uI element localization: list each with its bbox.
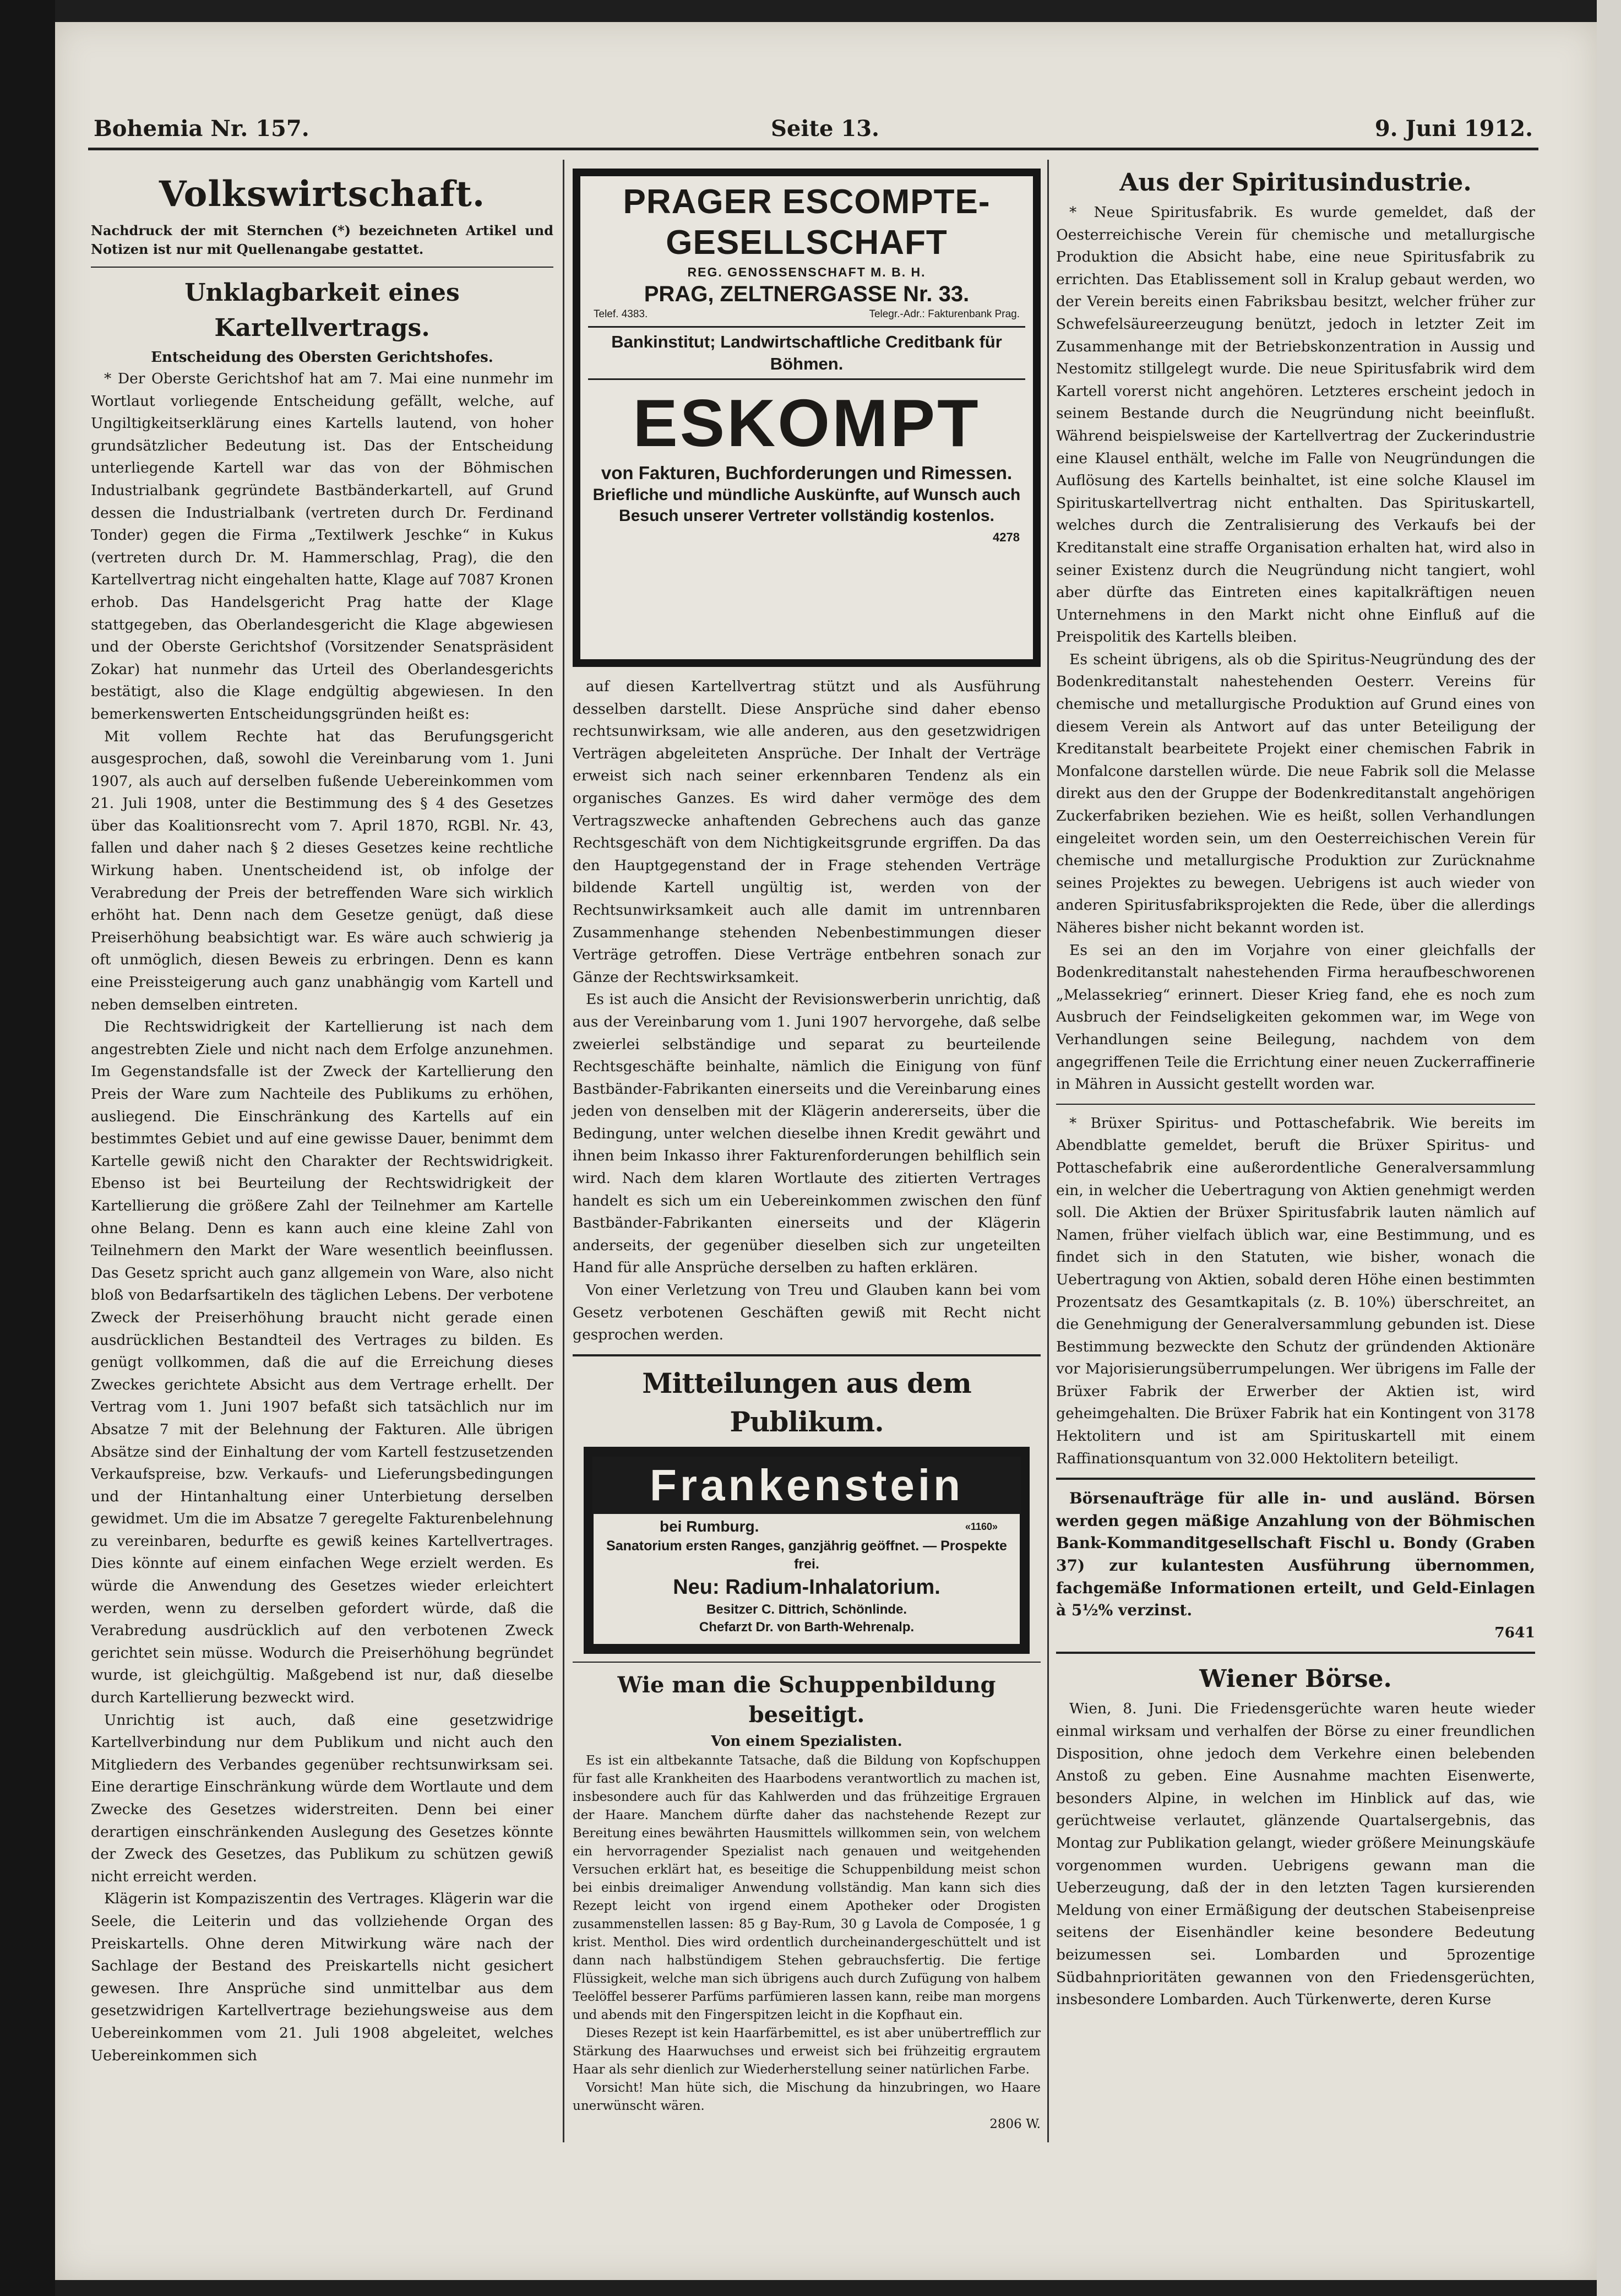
section-title-wiener-boerse: Wiener Börse. [1199, 1665, 1392, 1693]
article-paragraph: * Brüxer Spiritus- und Pottaschefabrik. Wie bereits im Abendblatte gemeldet, beruft die Brüxer Spiritus- und Pottaschefabrik eine außerordentliche Generalversammlung ein, in welcher die Uebertragung von Aktien genehmigt werden soll. Die Aktien der Brüxer Spiritusfabrik lauten nämlich auf Namen, früher vielfach üblich war, eine Bestimmung, und es findet sich in den Statuten, wie bisher, wonach die Uebertragung von Aktien, sobald deren Höhe einen bestimmten Prozentsatz des Gesamtkapitals (z. B. 10%) überschreitet, an die Genehmigung der Generalversammlung gebunden ist. Diese Bestimmung bezweckte den Schutz der gründenden Aktionäre vor Majorisierungsüberrumpelungen. Wer übrigens im Falle der Brüxer Fabrik der Erwerber der Aktien ist, wird geheimgehalten. Die Brüxer Fabrik hat ein Kontingent von 3178 Hektolitern und ist am Spirituskartell mit einem Raffinationsquantum von 32.000 Hektolitern beteiligt. [1056, 1114, 1535, 1467]
ad-contact-line [588, 307, 1025, 322]
advertisement-frankenstein [584, 1447, 1030, 1654]
ad-telephone: Telef. 4383. [594, 308, 648, 320]
ad-number: «1160» [965, 1521, 998, 1532]
article-title-schuppen: Wie man die Schuppenbildung beseitigt. [617, 1671, 996, 1728]
boerse-ad-number: 7641 [1494, 1624, 1535, 1641]
article-paragraph: Wien, 8. Juni. Die Friedensgerüchte waren heute wieder einmal wirksam und verhalfen der Börse zu einer freundlichen Disposition, ohne jedoch dem Verkehre einen belebenden Anstoß zu geben. Eine Ausnahme machten Eisenwerte, besonders Alpine, in welchen im Hinblick auf das, wie gerüchtweise verlautet, glänzende Quartalsergebnis, das Montag zur Publikation gelangt, wieder größere Meinungskäufe vorgenommen wurden. Uebrigens gewann man die Ueberzeugung, daß der in den letzten Tagen kursierenden Meldung von einer Ermäßigung der deutschen Stabeisenpreise seitens der Eisenhändler keine besondere Bedeutung beizumessen sei. Lombarden und 5prozentige Südbahnprioritäten gewannen von den Friedensgerüchten, insbesondere Lombarden. Auch Türkenwerte, deren Kurse [1056, 1700, 1535, 2009]
ad-address: PRAG, ZELTNERGASSE Nr. 33. [644, 282, 970, 306]
ad-number: 4278 [993, 530, 1020, 544]
ad-info: Briefliche und mündliche Auskünfte, auf Wunsch auch Besuch unserer Vertreter vollständig kostenlos. [592, 486, 1021, 525]
article-paragraph: * Neue Spiritusfabrik. Es wurde gemeldet, daß der Oesterreichische Verein für chemische und metallurgische Produktion die Absicht habe, eine neue Spiritusfabrik zu errichten. Das Etablissement soll in Kralup gebaut werden, wo der Verein bereits einen Fabriksbau besitzt, welcher früher zur Schwefelsäureerzeugung benützt, jedoch in letzter Zeit im Zusammenhange mit der Betriebskonzentration in Aussig und Nestomitz stillgelegt wurde. Die neue Spiritusfabrik wird dem Kartell vorerst nicht angehören. Letzteres erscheint jedoch in seinem Bestande durch die Neugründung nicht beeinflußt. Während beispielsweise der Kartellvertrag der Zuckerindustrie eine Klausel enthält, welche im Falle von Neugründungen die Auflösung des Kartells beinhaltet, ist eine solche Klausel im Spirituskartellvertrag nicht enthalten. Das Spirituskartell, welches durch die Zentralisierung des Verkaufs bei der Kreditanstalt eine straffe Organisation erhalten hat, wird also in seiner Existenz durch die Neugründung nicht tangiert, wohl aber dürfte das Eintreten eines kapitalkräftigen neuen Unternehmens in den Markt nicht ohne Einfluß auf die Preispolitik des Kartells bleiben. [1056, 204, 1535, 646]
divider [1056, 1104, 1535, 1105]
page-header [94, 116, 1533, 149]
article-number: 2806 W. [989, 2116, 1041, 2131]
scan-edge-right [1597, 0, 1621, 2296]
header-rule [88, 148, 1538, 150]
article-paragraph: Klägerin ist Kompaziszentin des Vertrages. Klägerin war die Seele, die Leiterin und das vollziehende Organ des Preiskartells. Ohne deren Mitwirkung wäre nach der Sachlage der Bestand des Preiskartells nicht gesichert gewesen. Ihre Ansprüche sind unmittelbar aus dem gesetzwidrigen Kartellvertrage beziehungsweise aus dem Uebereinkommen vom 21. Juli 1908 abgeleitet, welches Uebereinkommen sich [91, 1890, 553, 2064]
column-divider-2 [1047, 160, 1049, 2142]
section-title-publikum: Mitteilungen aus dem Publikum. [642, 1366, 971, 1438]
column-3 [1056, 165, 1535, 2011]
boerse-ad: Börsenaufträge für alle in- und ausländ. Börsen werden gegen mäßige Anzahlung von der Böhmischen Bank-Kommanditgesellschaft Fischl u. Bondy (Graben 37) zur kulantesten Ausführung übernommen, fachgemäße Informationen erteilt, und Geld-Einlagen à 5½% verzinst. [1056, 1489, 1535, 1620]
ad-registration: REG. GENOSSENSCHAFT M. B. H. [687, 265, 926, 279]
section-title-spiritus: Aus der Spiritusindustrie. [1119, 169, 1472, 197]
ad-company-name: PRAGER ESCOMPTE-GESELLSCHAFT [623, 183, 991, 262]
ad-place-row [594, 1514, 1020, 1537]
header-issue: Bohemia Nr. 157. [94, 116, 309, 142]
section-title-volkswirtschaft: Volkswirtschaft. [159, 173, 486, 215]
header-page-number: Seite 13. [771, 116, 879, 142]
article-paragraph: Es scheint übrigens, als ob die Spiritus-Neugründung des der Bodenkreditanstalt nahestehenden Oesterr. Vereins für chemische und metallurgische Produktion auf Grund eines von diesem Verein als Antwort auf das unter Beteiligung der Kreditanstalt bearbeitete Projekt einer chemischen Fabrik in Monfalcone darstellen würde. Die neue Fabrik soll die Melasse direkt aus den der Gruppe der Bodenkreditanstalt angehörigen Zuckerfabriken beziehen. Wie es heißt, sollen Verhandlungen eingeleitet worden sein, um den Oesterreichischen Verein für chemische und metallurgische Produktion zur Zurücknahme seines Projektes zu bewegen. Uebrigens ist auch wieder von anderen Spiritusfabriksprojekten die Rede, über die allerdings Näheres bisher nicht bekannt worden ist. [1056, 650, 1535, 936]
ad-sanatorium-line: Sanatorium ersten Ranges, ganzjährig geöffnet. — Prospekte frei. [606, 1538, 1007, 1572]
ad-radium-line: Neu: Radium-Inhalatorium. [673, 1575, 940, 1599]
article-paragraph: auf diesen Kartellvertrag stützt und als Ausführung desselben darstellt. Diese Ansprüche sind daher ebenso rechtsunwirksam, wie alle anderen, aus den gesetzwidrigen Verträgen abgeleiteten Ansprüche. Der Inhalt der Verträge erweist sich nach seiner erkennbaren Tendenz als ein organisches Ganzes. Es wird daher vermöge des dem Vertragszwecke anhaftenden Gebrechens auch das ganze Rechtsgeschäft von dem Nichtigkeitsgrunde ergriffen. Da das den Hauptgegenstand der in Frage stehenden Verträge bildende Kartell ungültig ist, werden von der Rechtsunwirksamkeit auch alle damit im untrennbaren Zusammenhange stehenden Nebenbestimmungen dieser Verträge getroffen. Diese Verträge entbehren sonach zur Gänze der Rechtswirksamkeit. [573, 678, 1041, 986]
reprint-note: Nachdruck der mit Sternchen (*) bezeichneten Artikel und Notizen ist nur mit Quellenangabe gestattet. [91, 222, 553, 257]
ad-bank-line: Bankinstitut; Landwirtschaftliche Creditbank für Böhmen. [588, 326, 1025, 380]
article-paragraph: Es ist ein altbekannte Tatsache, daß die Bildung von Kopfschuppen für fast alle Krankheiten des Haarbodens verantwortlich zu machen ist, insbesondere auch für das Kahlwerden und das frühzeitige Ergrauen der Haare. Manchem dürfte daher das nachstehende Rezept zur Bereitung eines bewährten Hausmittels willkommen sein, von welchem ein hervorragender Spezialist nach genauen und weitgehenden Versuchen erklärt hat, es beseitige die Schuppenbildung meist schon bei einbis dreimaliger Anwendung vollständig. Man kann sich dies Rezept leicht von irgend einem Apotheker oder Drogisten zusammenstellen lassen: 85 g Bay-Rum, 30 g Lavola de Composée, 1 g krist. Menthol. Dies wird ordentlich durcheinandergeschüttelt und ist dann nach halbstündigem Stehen gebrauchsfertig. Die fertige Flüssigkeit, welche man sich übrigens auch durch Zufügung von halbem Teelöffel besserer Parfüms parfümieren lassen kann, reibe man morgens und abends mit den Fingerspitzen leicht in die Kopfhaut ein. [573, 1753, 1041, 2022]
article-paragraph: Es ist auch die Ansicht der Revisionswerberin unrichtig, daß aus der Vereinbarung vom 1. Juni 1907 hervorgehe, daß selbe zweierlei selbständige und separat zu beurteilende Rechtsgeschäfte beinhalte, nämlich die Einigung von fünf Bastbänder-Fabrikanten einerseits und die Vereinbarung eines jeden von denselben mit der Klägerin andererseits, über die Bedingung, unter welchen dieselbe ihnen Kredit gewährt und ihnen beim Inkasso ihrer Fakturenforderungen behilflich sein wird. Nach dem klaren Wortlaute des zitierten Vertrages handelt es sich um ein Uebereinkommen zwischen den fünf Bastbänder-Fabrikanten einerseits und der Klägerin anderseits, der gegenüber dieselben sich zur ungeteilten Hand für alle Ansprüche derselben zu haften erklären. [573, 991, 1041, 1277]
article-title-kartellvertrag: Unklagbarkeit eines Kartellvertrags. [184, 279, 460, 342]
ad-headline-eskompt: ESKOMPT [633, 386, 981, 460]
article-paragraph: Unrichtig ist auch, daß eine gesetzwidrige Kartellverbindung nur dem Publikum und nicht auch den Mitgliedern des Verbandes gegenüber rechtsunwirksam sei. Eine derartige Einschränkung würde dem Wortlaute und dem Zwecke des Gesetzes widerstreiten. Denn bei einer derartigen einschränkenden Auslegung des Gesetzes könnte der Zweck des Gesetzes, das Publikum zu schützen gewiß nicht erreicht werden. [91, 1711, 553, 1885]
article-paragraph: Vorsicht! Man hüte sich, die Mischung da hinzubringen, wo Haare unerwünscht wären. [573, 2080, 1041, 2113]
header-date: 9. Juni 1912. [1374, 116, 1533, 142]
divider [1056, 1652, 1535, 1654]
ad-services: von Fakturen, Buchforderungen und Rimessen. [601, 463, 1013, 483]
ad-place: bei Rumburg. [660, 1517, 759, 1535]
ad-telegram-address: Telegr.-Adr.: Fakturenbank Prag. [869, 308, 1020, 320]
article-subtitle: Entscheidung des Obersten Gerichtshofes. [151, 349, 493, 366]
article-paragraph: Die Rechtswidrigkeit der Kartellierung ist nach dem angestrebten Ziele und nicht nach dem Erfolge anzunehmen. Im Gegenstandsfalle ist der Zweck der Kartellierung den Preis der Ware zum Nachteile des Publikums zu erhöhen, ausliegend. Die Einschränkung des Kartells auf ein bestimmtes Gebiet und auf eine gewisse Dauer, benimmt dem Kartelle gewiß nicht den Charakter der Rechtswidrigkeit. Ebenso ist bei Beurteilung der Rechtswidrigkeit der Kartellierung die größere Zahl der Teilnehmer am Kartelle ohne Belang. Denn es kann auch eine kleine Zahl von Teilnehmern den Markt der Ware wesentlich beeinflussen. Das Gesetz spricht auch ganz allgemein von Ware, also nicht bloß von Bedarfsartikeln des täglichen Lebens. Der verbotene Zweck der Preiserhöhung braucht nicht gerade einen ausdrücklichen Bestandteil des Vertrages zu bilden. Es genügt vollkommen, daß die auf die Erreichung dieses Zweckes gerichtete Absicht aus dem Vertrage erhellt. Der Vertrag vom 1. Juni 1907 befaßt sich tatsächlich nur im Absatze 7 mit der Belehnung der Fakturen. Alle übrigen Absätze sind der Einhaltung der vom Kartell festzusetzenden Verkaufspreise, bzw. Verkaufs- und Lieferungsbedingungen und der Hintanhaltung einer Unterbietung derselben gewidmet. Um die im Absatze 7 geregelte Fakturenbelehnung zu vereinbaren, bedurfte es gewiß keines Kartellvertrages. Dies könnte auf einem einfachen Wege erzielt werden. Es würde die Anwendung des Gesetzes wieder erleichtert werden, wenn zu derselben gefordert würde, daß die Verabredung ausdrücklich auf den verbotenen Zweck gerichtet sein müsse. Wodurch die Preiserhöhung begründet wurde, ist gleichgültig. Maßgebend ist nur, daß dieselbe durch Kartellierung bezweckt wird. [91, 1018, 553, 1707]
ad-frankenstein-name: Frankenstein [592, 1457, 1021, 1514]
ad-owner: Besitzer C. Dittrich, Schönlinde. [706, 1602, 907, 1617]
divider [573, 1662, 1041, 1663]
article-paragraph: Es sei an den im Vorjahre von einer gleichfalls der Bodenkreditanstalt nahestehenden Firma heraufbeschworenen „Melassekrieg“ erinnert. Dieser Krieg fand, ehe es noch zum Ausbruch der Feindseligkeiten gekommen war, im Wege von Verhandlungen seine Beilegung, nachdem von dem angegriffenen Teile die Errichtung einer neuen Zuckerraffinerie in Mähren in Aussicht gestellt worden war. [1056, 941, 1535, 1093]
column-divider-1 [563, 160, 564, 2142]
column-1 [91, 165, 553, 2067]
article-paragraph: Von einer Verletzung von Treu und Glauben kann bei vom Gesetz verbotenen Geschäften gewiß mit Recht nicht gesprochen werden. [573, 1282, 1041, 1344]
article-paragraph: Dieses Rezept ist kein Haarfärbemittel, es ist aber unübertrefflich zur Stärkung des Haarwuchses und erweist sich bei frühzeitig ergrautem Haar als sehr dienlich zur Wiederherstellung seiner natürlichen Farbe. [573, 2026, 1041, 2077]
divider [91, 267, 553, 268]
article-paragraph: Mit vollem Rechte hat das Berufungsgericht ausgesprochen, daß, sowohl die Vereinbarung vom 1. Juni 1907, als auch auf derselben fußende Uebereinkommen vom 21. Juli 1908, unter die Bestimmung des § 4 des Gesetzes über das Koalitionsrecht vom 7. April 1870, RGBl. Nr. 43, fallen und daher nach § 2 dieses Gesetzes keine rechtliche Wirkung haben. Unentscheidend ist, ob infolge der Verabredung der Preis der betreffenden Ware sich wirklich erhöht hat. Denn nach dem Gesetze genügt, daß diese Preiserhöhung beabsichtigt war. Es wäre auch schwierig ja oft unmöglich, diesen Beweis zu erbringen. Denn es kann eine Preissteigerung auch ganz unabhängig vom Kartell und neben demselben eintreten. [91, 728, 553, 1013]
ad-doctor: Chefarzt Dr. von Barth-Wehrenalp. [699, 1619, 915, 1635]
article-body-small [573, 1752, 1041, 2134]
advertisement-prager-escompte [573, 169, 1041, 667]
divider [573, 1354, 1041, 1356]
divider [1056, 1478, 1535, 1480]
column-2 [573, 165, 1041, 2134]
scan-edge-left [0, 0, 55, 2296]
article-paragraph: * Der Oberste Gerichtshof hat am 7. Mai eine nunmehr im Wortlaut vorliegende Entscheidung gefällt, welche, auf Ungiltigkeitserklärung eines Kartells lautend, von hoher grundsätzlicher Bedeutung ist. Das der Entscheidung unterliegende Kartell war das von der Böhmischen Industrialbank gegründete Bastbänderkartell, auf Grund dessen die Industrialbank (vertreten durch Dr. Ferdinand Tonder) gegen die Firma „Textilwerk Jeschke“ in Kukus (vertreten durch Dr. M. Hammerschlag, Prag), die den Kartellvertrag nicht eingehalten hatte, Klage auf 7087 Kronen erhob. Das Handelsgericht Prag hatte der Klage stattgegeben, das Oberlandesgericht die Klage abgewiesen und der Oberste Gerichtshof (Vorsitzender Senatspräsident Zokar) hat nunmehr das Urteil des Oberlandesgerichts bestätigt, also die Klage endgültig abgewiesen. In den bemerkenswerten Entscheidungsgründen heißt es: [91, 370, 553, 723]
article-subtitle: Von einem Spezialisten. [711, 1733, 902, 1750]
